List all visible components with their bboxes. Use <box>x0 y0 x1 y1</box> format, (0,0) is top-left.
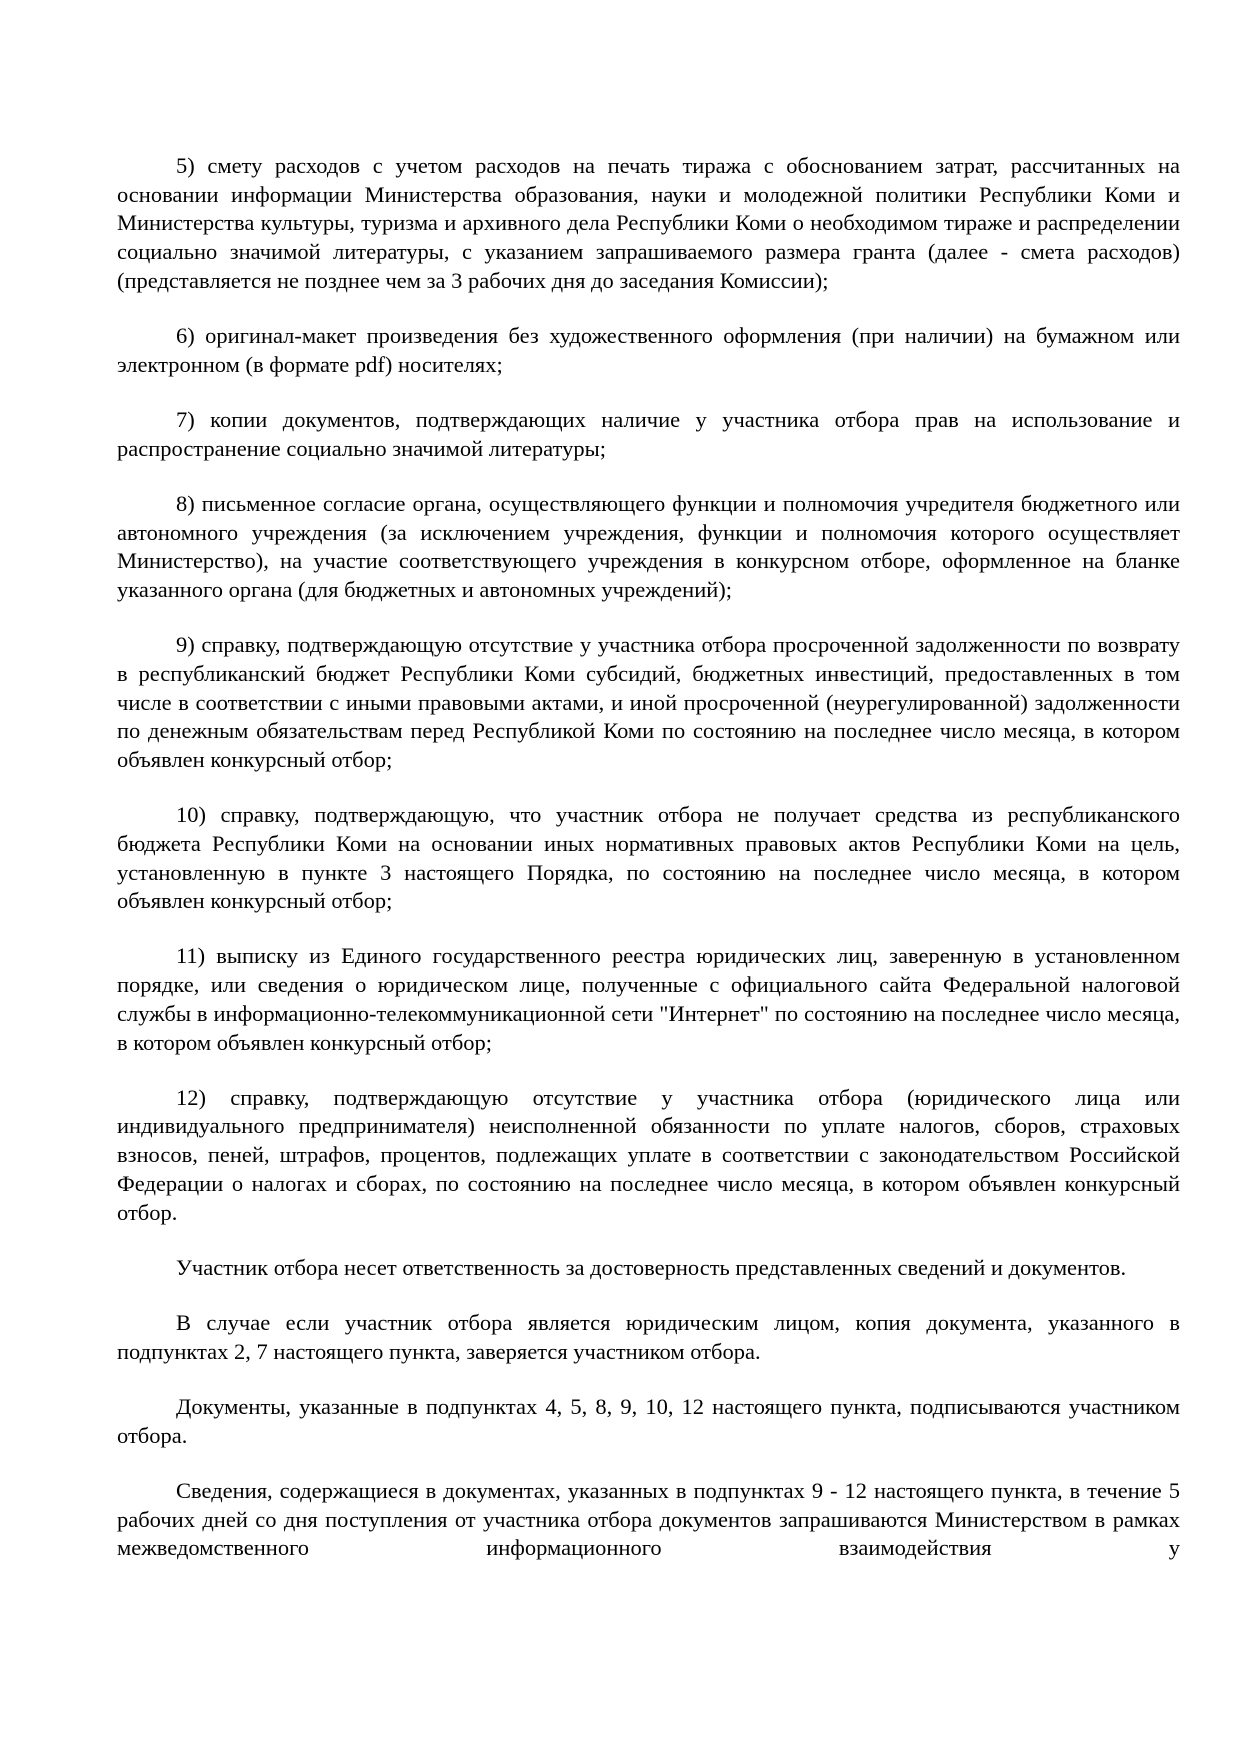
paragraph-item-11: 11) выписку из Единого государственного реестра юридических лиц, заверенную в установленном порядке, или сведения о юридическом лице, полученные с официального сайта Федеральной налоговой службы в информационно-телекоммуникационной сети "Интернет" по состоянию на последнее число месяца, в котором объявлен конкурсный отбор; <box>117 943 1180 1055</box>
paragraph-responsibility: Участник отбора несет ответственность за достоверность представленных сведений и документов. <box>176 1254 1127 1280</box>
paragraph-item-10: 10) справку, подтверждающую, что участник отбора не получает средства из республиканского бюджета Республики Коми на основании иных нормативных правовых актов Республики Коми на цель, установленную в пункте 3 настоящего Порядка, по состоянию на последнее число месяца, в котором объявлен конкурсный отбор; <box>117 802 1180 914</box>
paragraph-item-12: 12) справку, подтверждающую отсутствие у участника отбора (юридического лица или индивидуального предпринимателя) неисполненной обязанности по уплате налогов, сборов, страховых взносов, пеней, штрафов, процентов, подлежащих уплате в соответствии с законодательством Российской Федерации о налогах и сборах, по состоянию на последнее число месяца, в котором объявлен конкурсный отбор. <box>117 1084 1180 1225</box>
paragraph-item-8: 8) письменное согласие органа, осуществляющего функции и полномочия учредителя бюджетного или автономного учреждения (за исключением учреждения, функции и полномочия которого осуществляет Министерство), на участие соответствующего учреждения в конкурсном отборе, оформленное на бланке указанного органа (для бюджетных и автономных учреждений); <box>117 490 1180 602</box>
paragraph-item-9: 9) справку, подтверждающую отсутствие у участника отбора просроченной задолженности по возврату в республиканский бюджет Республики Коми субсидий, бюджетных инвестиций, предоставленных в том числе в соответствии с иными правовыми актами, и иной просроченной (неурегулированной) задолженности по денежным обязательствам перед Республикой Коми по состоянию на последнее число месяца, в котором объявлен конкурсный отбор; <box>117 632 1180 772</box>
paragraph-item-5: 5) смету расходов с учетом расходов на печать тиража с обоснованием затрат, рассчитанных на основании информации Министерства образования, науки и молодежной политики Республики Коми и Министерства культуры, туризма и архивного дела Республики Коми о необходимом тираже и распределении социально значимой литературы, с указанием запрашиваемого размера гранта (далее - смета расходов) (представляется не позднее чем за 3 рабочих дня до заседания Комиссии); <box>117 153 1180 293</box>
paragraph-item-6: 6) оригинал-макет произведения без художественного оформления (при наличии) на бумажном или электронном (в формате pdf) носителях; <box>117 323 1180 377</box>
paragraph-interagency-request: Сведения, содержащиеся в документах, указанных в подпунктах 9 - 12 настоящего пункта, в течение 5 рабочих дней со дня поступления от участника отбора документов запрашиваются Министерством в рамках межведомственного информационного взаимодействия у <box>117 1477 1180 1561</box>
paragraph-legal-entity: В случае если участник отбора является юридическим лицом, копия документа, указанного в подпунктах 2, 7 настоящего пункта, заверяется участником отбора. <box>117 1310 1180 1364</box>
document-page <box>117 152 1180 1589</box>
paragraph-item-7: 7) копии документов, подтверждающих наличие у участника отбора прав на использование и распространение социально значимой литературы; <box>117 406 1180 461</box>
paragraph-signing: Документы, указанные в подпунктах 4, 5, 8, 9, 10, 12 настоящего пункта, подписываются участником отбора. <box>117 1393 1180 1448</box>
